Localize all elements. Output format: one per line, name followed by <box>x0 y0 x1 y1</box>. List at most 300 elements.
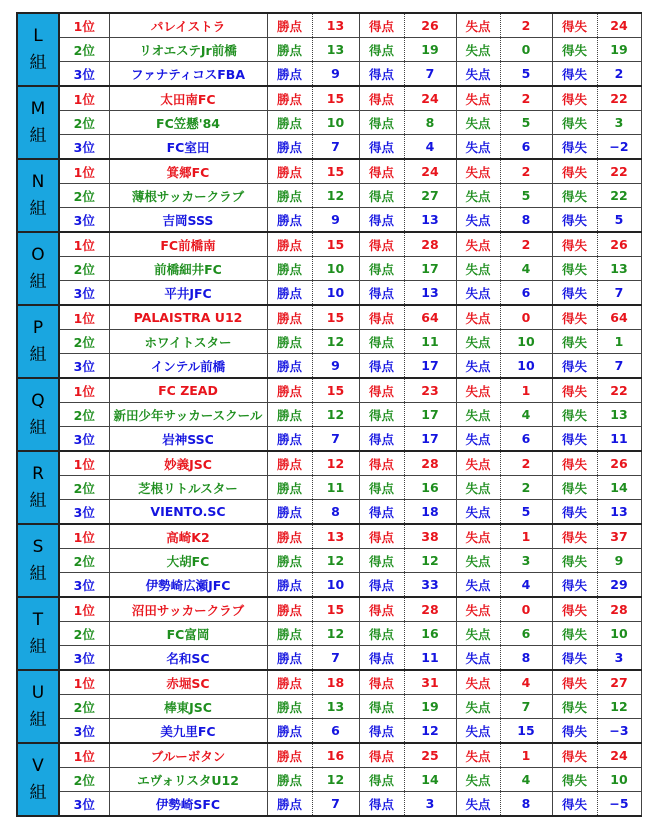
team-name: 沼田サッカークラブ <box>109 597 267 622</box>
group-suffix: 組 <box>29 490 47 511</box>
rank-cell: 2位 <box>59 38 109 62</box>
table-row <box>17 792 641 817</box>
points-label: 勝点 <box>267 330 312 354</box>
goal-diff-label: 得失 <box>552 524 597 549</box>
group-label <box>17 232 59 305</box>
team-name: 前橋細井FC <box>109 257 267 281</box>
points-label: 勝点 <box>267 792 312 817</box>
team-name: インテル前橋 <box>109 354 267 379</box>
goals-against-value: 8 <box>500 792 552 817</box>
table-row <box>17 232 641 257</box>
points-label: 勝点 <box>267 111 312 135</box>
goals-for-label: 得点 <box>359 305 404 330</box>
rank-cell: 3位 <box>59 208 109 233</box>
table-row <box>17 86 641 111</box>
group-suffix: 組 <box>29 563 47 584</box>
goal-diff-label: 得失 <box>552 427 597 452</box>
group-suffix: 組 <box>29 782 47 803</box>
goal-diff-value: 26 <box>597 451 641 476</box>
rank-cell: 1位 <box>59 378 109 403</box>
table-row <box>17 476 641 500</box>
goals-for-value: 64 <box>404 305 456 330</box>
goal-diff-label: 得失 <box>552 13 597 38</box>
points-label: 勝点 <box>267 257 312 281</box>
goal-diff-value: 2 <box>597 62 641 87</box>
table-row <box>17 330 641 354</box>
goals-against-label: 失点 <box>456 622 500 646</box>
goals-for-label: 得点 <box>359 62 404 87</box>
points-label: 勝点 <box>267 135 312 160</box>
table-row <box>17 670 641 695</box>
goals-against-value: 6 <box>500 281 552 306</box>
points-label: 勝点 <box>267 622 312 646</box>
table-row <box>17 573 641 598</box>
goals-against-value: 4 <box>500 257 552 281</box>
goals-against-label: 失点 <box>456 354 500 379</box>
goals-for-label: 得点 <box>359 38 404 62</box>
goal-diff-label: 得失 <box>552 622 597 646</box>
goal-diff-value: 7 <box>597 281 641 306</box>
goal-diff-label: 得失 <box>552 597 597 622</box>
goals-against-value: 4 <box>500 670 552 695</box>
goals-against-label: 失点 <box>456 184 500 208</box>
goal-diff-value: 10 <box>597 622 641 646</box>
goals-for-value: 28 <box>404 451 456 476</box>
goals-against-value: 8 <box>500 208 552 233</box>
goals-against-value: 10 <box>500 354 552 379</box>
points-value: 13 <box>312 13 359 38</box>
goal-diff-value: 22 <box>597 159 641 184</box>
rank-cell: 2位 <box>59 257 109 281</box>
goal-diff-label: 得失 <box>552 646 597 671</box>
table-row <box>17 159 641 184</box>
goal-diff-label: 得失 <box>552 281 597 306</box>
goals-for-label: 得点 <box>359 792 404 817</box>
group-label <box>17 378 59 451</box>
points-value: 9 <box>312 354 359 379</box>
goal-diff-label: 得失 <box>552 159 597 184</box>
goals-against-value: 5 <box>500 184 552 208</box>
goal-diff-value: 29 <box>597 573 641 598</box>
goal-diff-label: 得失 <box>552 86 597 111</box>
goals-for-label: 得点 <box>359 86 404 111</box>
table-row <box>17 524 641 549</box>
team-name: 美九里FC <box>109 719 267 744</box>
goals-for-label: 得点 <box>359 573 404 598</box>
rank-cell: 3位 <box>59 646 109 671</box>
points-value: 15 <box>312 597 359 622</box>
rank-cell: 2位 <box>59 330 109 354</box>
points-value: 6 <box>312 719 359 744</box>
goal-diff-label: 得失 <box>552 378 597 403</box>
goal-diff-label: 得失 <box>552 476 597 500</box>
team-name: 伊勢崎広瀬JFC <box>109 573 267 598</box>
goals-against-label: 失点 <box>456 427 500 452</box>
team-name: FC ZEAD <box>109 378 267 403</box>
goals-against-label: 失点 <box>456 13 500 38</box>
goals-against-label: 失点 <box>456 281 500 306</box>
rank-cell: 1位 <box>59 743 109 768</box>
group-suffix: 組 <box>29 636 47 657</box>
table-row <box>17 281 641 306</box>
table-row <box>17 13 641 38</box>
goals-against-label: 失点 <box>456 378 500 403</box>
group-letter: V <box>32 756 44 777</box>
rank-cell: 1位 <box>59 159 109 184</box>
goals-against-label: 失点 <box>456 135 500 160</box>
goals-against-value: 6 <box>500 135 552 160</box>
goals-for-label: 得点 <box>359 257 404 281</box>
table-row <box>17 597 641 622</box>
group-letter: O <box>31 245 45 266</box>
rank-cell: 2位 <box>59 549 109 573</box>
standings-body <box>17 13 641 816</box>
team-name: 薄根サッカークラブ <box>109 184 267 208</box>
goals-against-label: 失点 <box>456 111 500 135</box>
group-label <box>17 524 59 597</box>
goal-diff-value: 11 <box>597 427 641 452</box>
goals-against-label: 失点 <box>456 670 500 695</box>
goals-for-value: 24 <box>404 86 456 111</box>
goals-for-value: 12 <box>404 549 456 573</box>
table-row <box>17 743 641 768</box>
points-value: 13 <box>312 524 359 549</box>
team-name: ブルーボタン <box>109 743 267 768</box>
points-label: 勝点 <box>267 305 312 330</box>
group-letter: S <box>32 537 44 558</box>
goals-for-label: 得点 <box>359 378 404 403</box>
goals-against-value: 1 <box>500 743 552 768</box>
table-row <box>17 622 641 646</box>
points-value: 12 <box>312 622 359 646</box>
points-label: 勝点 <box>267 597 312 622</box>
rank-cell: 1位 <box>59 597 109 622</box>
goals-for-value: 16 <box>404 476 456 500</box>
group-label <box>17 743 59 816</box>
goal-diff-value: 24 <box>597 13 641 38</box>
group-suffix: 組 <box>29 344 47 365</box>
goal-diff-value: 10 <box>597 768 641 792</box>
goal-diff-label: 得失 <box>552 38 597 62</box>
group-suffix: 組 <box>29 52 47 73</box>
goals-for-value: 17 <box>404 403 456 427</box>
goal-diff-value: −2 <box>597 135 641 160</box>
goal-diff-value: −5 <box>597 792 641 817</box>
goals-against-value: 4 <box>500 573 552 598</box>
team-name: 妙義JSC <box>109 451 267 476</box>
table-row <box>17 403 641 427</box>
goals-for-label: 得点 <box>359 622 404 646</box>
points-label: 勝点 <box>267 62 312 87</box>
goals-for-label: 得点 <box>359 476 404 500</box>
goal-diff-value: 9 <box>597 549 641 573</box>
goals-against-label: 失点 <box>456 719 500 744</box>
rank-cell: 3位 <box>59 792 109 817</box>
team-name: 伊勢崎SFC <box>109 792 267 817</box>
points-value: 16 <box>312 743 359 768</box>
goals-for-value: 13 <box>404 208 456 233</box>
group-letter: U <box>31 683 45 704</box>
points-label: 勝点 <box>267 184 312 208</box>
goals-for-label: 得点 <box>359 403 404 427</box>
team-name: VIENTO.SC <box>109 500 267 525</box>
rank-cell: 1位 <box>59 524 109 549</box>
table-row <box>17 184 641 208</box>
table-row <box>17 111 641 135</box>
standings-table <box>16 12 642 817</box>
rank-cell: 2位 <box>59 184 109 208</box>
goals-for-value: 23 <box>404 378 456 403</box>
goals-for-label: 得点 <box>359 281 404 306</box>
goal-diff-label: 得失 <box>552 257 597 281</box>
team-name: 太田南FC <box>109 86 267 111</box>
team-name: パレイストラ <box>109 13 267 38</box>
goals-against-value: 2 <box>500 232 552 257</box>
table-row <box>17 451 641 476</box>
goals-against-label: 失点 <box>456 573 500 598</box>
goals-against-label: 失点 <box>456 86 500 111</box>
points-value: 12 <box>312 451 359 476</box>
goals-against-label: 失点 <box>456 743 500 768</box>
points-value: 10 <box>312 281 359 306</box>
goals-for-value: 27 <box>404 184 456 208</box>
goals-for-value: 7 <box>404 62 456 87</box>
points-label: 勝点 <box>267 86 312 111</box>
rank-cell: 3位 <box>59 62 109 87</box>
goals-for-value: 14 <box>404 768 456 792</box>
goals-against-value: 5 <box>500 500 552 525</box>
points-label: 勝点 <box>267 451 312 476</box>
goal-diff-label: 得失 <box>552 184 597 208</box>
goals-for-value: 28 <box>404 597 456 622</box>
goals-against-value: 1 <box>500 378 552 403</box>
table-row <box>17 305 641 330</box>
table-row <box>17 427 641 452</box>
group-label <box>17 13 59 86</box>
team-name: 吉岡SSS <box>109 208 267 233</box>
goals-against-value: 8 <box>500 646 552 671</box>
goals-for-label: 得点 <box>359 549 404 573</box>
goals-for-value: 11 <box>404 646 456 671</box>
goal-diff-label: 得失 <box>552 695 597 719</box>
group-suffix: 組 <box>29 198 47 219</box>
points-value: 15 <box>312 159 359 184</box>
points-value: 12 <box>312 549 359 573</box>
points-label: 勝点 <box>267 500 312 525</box>
goals-for-value: 24 <box>404 159 456 184</box>
team-name: 芝根リトルスター <box>109 476 267 500</box>
points-value: 10 <box>312 573 359 598</box>
points-label: 勝点 <box>267 13 312 38</box>
table-row <box>17 208 641 233</box>
rank-cell: 3位 <box>59 500 109 525</box>
goal-diff-label: 得失 <box>552 330 597 354</box>
goal-diff-label: 得失 <box>552 719 597 744</box>
goals-for-label: 得点 <box>359 524 404 549</box>
team-name: 赤堀SC <box>109 670 267 695</box>
team-name: 新田少年サッカースクール <box>109 403 267 427</box>
rank-cell: 3位 <box>59 354 109 379</box>
points-value: 9 <box>312 62 359 87</box>
goals-for-value: 31 <box>404 670 456 695</box>
rank-cell: 2位 <box>59 403 109 427</box>
goal-diff-label: 得失 <box>552 111 597 135</box>
group-label <box>17 86 59 159</box>
goals-against-value: 7 <box>500 695 552 719</box>
goals-against-value: 1 <box>500 524 552 549</box>
goals-for-label: 得点 <box>359 695 404 719</box>
team-name: 箕郷FC <box>109 159 267 184</box>
goals-against-value: 4 <box>500 768 552 792</box>
points-label: 勝点 <box>267 646 312 671</box>
goals-for-label: 得点 <box>359 670 404 695</box>
goals-for-label: 得点 <box>359 500 404 525</box>
points-label: 勝点 <box>267 573 312 598</box>
goals-against-value: 5 <box>500 111 552 135</box>
group-label <box>17 305 59 378</box>
goal-diff-value: 37 <box>597 524 641 549</box>
goals-against-value: 3 <box>500 549 552 573</box>
goals-for-label: 得点 <box>359 646 404 671</box>
points-label: 勝点 <box>267 549 312 573</box>
goal-diff-label: 得失 <box>552 743 597 768</box>
goals-for-label: 得点 <box>359 451 404 476</box>
goals-against-value: 2 <box>500 451 552 476</box>
group-letter: L <box>33 26 43 47</box>
goal-diff-label: 得失 <box>552 670 597 695</box>
goals-for-value: 13 <box>404 281 456 306</box>
goals-against-label: 失点 <box>456 524 500 549</box>
goals-for-value: 17 <box>404 427 456 452</box>
group-suffix: 組 <box>29 417 47 438</box>
rank-cell: 1位 <box>59 13 109 38</box>
goals-against-label: 失点 <box>456 768 500 792</box>
team-name: リオエステJr前橋 <box>109 38 267 62</box>
goals-against-label: 失点 <box>456 646 500 671</box>
goal-diff-label: 得失 <box>552 500 597 525</box>
group-letter: M <box>30 99 46 120</box>
goal-diff-label: 得失 <box>552 768 597 792</box>
team-name: ファナティコスFBA <box>109 62 267 87</box>
table-row <box>17 62 641 87</box>
points-label: 勝点 <box>267 524 312 549</box>
table-row <box>17 38 641 62</box>
points-label: 勝点 <box>267 670 312 695</box>
goals-against-label: 失点 <box>456 451 500 476</box>
group-letter: N <box>31 172 45 193</box>
rank-cell: 2位 <box>59 476 109 500</box>
goal-diff-value: 27 <box>597 670 641 695</box>
goals-for-label: 得点 <box>359 13 404 38</box>
goals-for-label: 得点 <box>359 768 404 792</box>
points-value: 15 <box>312 305 359 330</box>
team-name: PALAISTRA U12 <box>109 305 267 330</box>
points-value: 10 <box>312 257 359 281</box>
goals-for-label: 得点 <box>359 208 404 233</box>
goals-for-value: 11 <box>404 330 456 354</box>
rank-cell: 1位 <box>59 670 109 695</box>
table-row <box>17 695 641 719</box>
goals-for-value: 25 <box>404 743 456 768</box>
points-value: 12 <box>312 403 359 427</box>
goals-against-value: 6 <box>500 427 552 452</box>
goals-against-value: 2 <box>500 476 552 500</box>
table-row <box>17 135 641 160</box>
goal-diff-label: 得失 <box>552 549 597 573</box>
goals-against-label: 失点 <box>456 330 500 354</box>
points-label: 勝点 <box>267 768 312 792</box>
points-value: 12 <box>312 184 359 208</box>
goals-for-label: 得点 <box>359 743 404 768</box>
group-letter: R <box>32 464 44 485</box>
points-label: 勝点 <box>267 38 312 62</box>
points-value: 7 <box>312 646 359 671</box>
points-value: 7 <box>312 792 359 817</box>
table-row <box>17 500 641 525</box>
goals-for-label: 得点 <box>359 159 404 184</box>
goal-diff-value: 28 <box>597 597 641 622</box>
points-label: 勝点 <box>267 354 312 379</box>
goal-diff-value: 14 <box>597 476 641 500</box>
points-label: 勝点 <box>267 378 312 403</box>
goals-for-value: 17 <box>404 354 456 379</box>
goal-diff-value: 22 <box>597 86 641 111</box>
goals-against-label: 失点 <box>456 305 500 330</box>
rank-cell: 3位 <box>59 135 109 160</box>
goals-against-label: 失点 <box>456 257 500 281</box>
rank-cell: 3位 <box>59 719 109 744</box>
goal-diff-value: 3 <box>597 111 641 135</box>
goals-for-label: 得点 <box>359 330 404 354</box>
goals-against-label: 失点 <box>456 476 500 500</box>
goals-for-label: 得点 <box>359 111 404 135</box>
goals-for-value: 28 <box>404 232 456 257</box>
goal-diff-value: 3 <box>597 646 641 671</box>
goal-diff-value: −3 <box>597 719 641 744</box>
group-label <box>17 670 59 743</box>
goals-against-label: 失点 <box>456 597 500 622</box>
goal-diff-label: 得失 <box>552 403 597 427</box>
goal-diff-value: 22 <box>597 184 641 208</box>
goal-diff-value: 26 <box>597 232 641 257</box>
goals-against-label: 失点 <box>456 38 500 62</box>
points-value: 7 <box>312 135 359 160</box>
goal-diff-value: 24 <box>597 743 641 768</box>
goal-diff-value: 13 <box>597 500 641 525</box>
points-label: 勝点 <box>267 159 312 184</box>
group-label <box>17 159 59 232</box>
goals-for-value: 19 <box>404 695 456 719</box>
goals-for-label: 得点 <box>359 354 404 379</box>
points-value: 7 <box>312 427 359 452</box>
goals-against-label: 失点 <box>456 403 500 427</box>
goal-diff-label: 得失 <box>552 451 597 476</box>
team-name: 高崎K2 <box>109 524 267 549</box>
points-label: 勝点 <box>267 476 312 500</box>
goal-diff-value: 13 <box>597 403 641 427</box>
rank-cell: 1位 <box>59 451 109 476</box>
points-label: 勝点 <box>267 695 312 719</box>
goals-against-value: 2 <box>500 159 552 184</box>
group-letter: Q <box>31 391 45 412</box>
team-name: FC富岡 <box>109 622 267 646</box>
goal-diff-label: 得失 <box>552 135 597 160</box>
rank-cell: 1位 <box>59 232 109 257</box>
table-row <box>17 768 641 792</box>
goal-diff-value: 1 <box>597 330 641 354</box>
goals-against-label: 失点 <box>456 62 500 87</box>
goals-for-label: 得点 <box>359 597 404 622</box>
